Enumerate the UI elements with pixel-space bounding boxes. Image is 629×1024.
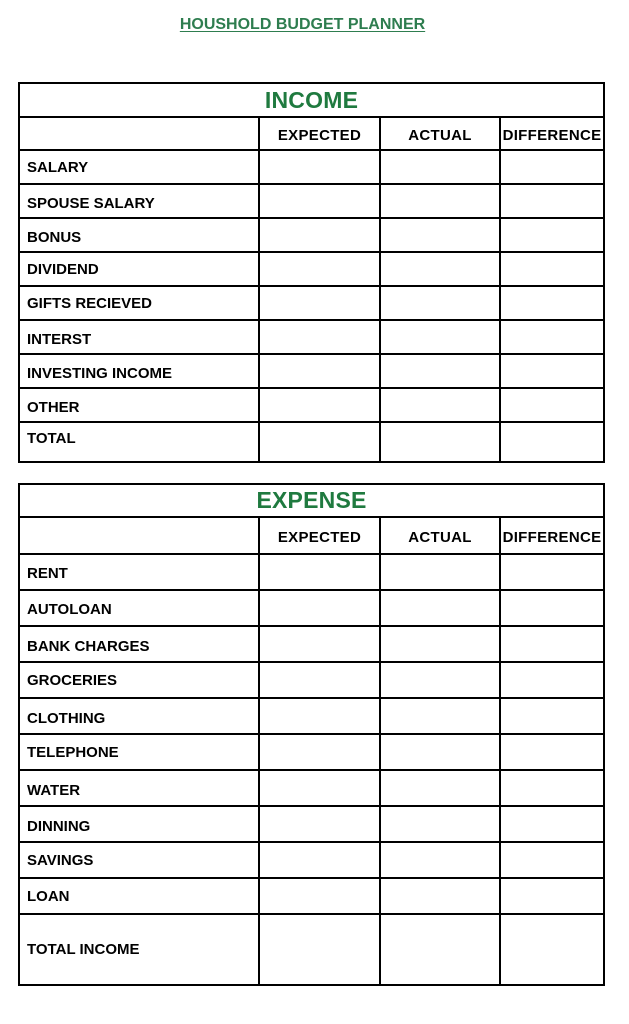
expense-difference-cell[interactable] (500, 806, 604, 842)
expense-expected-cell[interactable] (259, 554, 380, 590)
expense-row-label: LOAN (19, 878, 259, 914)
income-difference-cell[interactable] (500, 286, 604, 320)
page-title: HOUSHOLD BUDGET PLANNER (179, 16, 426, 33)
expense-actual-cell[interactable] (380, 914, 500, 985)
income-row-label: INTERST (19, 320, 259, 354)
income-expected-cell[interactable] (259, 150, 380, 184)
expense-difference-cell[interactable] (500, 626, 604, 662)
income-actual-cell[interactable] (380, 354, 500, 388)
income-expected-cell[interactable] (259, 354, 380, 388)
expense-difference-cell[interactable] (500, 734, 604, 770)
income-expected-cell[interactable] (259, 388, 380, 422)
expense-difference-cell[interactable] (500, 590, 604, 626)
expense-row-label: RENT (19, 554, 259, 590)
income-row-label: SALARY (19, 150, 259, 184)
income-difference-cell[interactable] (500, 320, 604, 354)
income-difference-cell[interactable] (500, 218, 604, 252)
expense-difference-cell[interactable] (500, 914, 604, 985)
expense-actual-cell[interactable] (380, 806, 500, 842)
expense-difference-cell[interactable] (500, 770, 604, 806)
income-actual-cell[interactable] (380, 150, 500, 184)
expense-col-expected: EXPECTED (259, 517, 380, 554)
expense-expected-cell[interactable] (259, 626, 380, 662)
expense-row-label: BANK CHARGES (19, 626, 259, 662)
expense-difference-cell[interactable] (500, 698, 604, 734)
income-difference-cell[interactable] (500, 184, 604, 218)
income-expected-cell[interactable] (259, 184, 380, 218)
expense-difference-cell[interactable] (500, 842, 604, 878)
expense-expected-cell[interactable] (259, 842, 380, 878)
income-actual-cell[interactable] (380, 184, 500, 218)
expense-expected-cell[interactable] (259, 698, 380, 734)
income-actual-cell[interactable] (380, 252, 500, 286)
income-col-difference: DIFFERENCE (500, 117, 604, 150)
expense-expected-cell[interactable] (259, 590, 380, 626)
income-row-label: INVESTING INCOME (19, 354, 259, 388)
income-row-label: SPOUSE SALARY (19, 184, 259, 218)
income-expected-cell[interactable] (259, 422, 380, 462)
expense-row-label: AUTOLOAN (19, 590, 259, 626)
income-col-actual: ACTUAL (380, 117, 500, 150)
income-difference-cell[interactable] (500, 422, 604, 462)
expense-expected-cell[interactable] (259, 878, 380, 914)
expense-row-label: GROCERIES (19, 662, 259, 698)
expense-row-label: TELEPHONE (19, 734, 259, 770)
expense-actual-cell[interactable] (380, 734, 500, 770)
income-row-label: TOTAL (19, 422, 259, 462)
expense-row-label: SAVINGS (19, 842, 259, 878)
expense-expected-cell[interactable] (259, 914, 380, 985)
expense-row-label: DINNING (19, 806, 259, 842)
income-header-blank (19, 117, 259, 150)
expense-section-title: EXPENSE (19, 484, 604, 517)
income-expected-cell[interactable] (259, 252, 380, 286)
income-row-label: OTHER (19, 388, 259, 422)
expense-actual-cell[interactable] (380, 662, 500, 698)
income-actual-cell[interactable] (380, 388, 500, 422)
income-actual-cell[interactable] (380, 422, 500, 462)
income-difference-cell[interactable] (500, 354, 604, 388)
expense-difference-cell[interactable] (500, 878, 604, 914)
income-difference-cell[interactable] (500, 388, 604, 422)
expense-row-label: TOTAL INCOME (19, 914, 259, 985)
income-actual-cell[interactable] (380, 286, 500, 320)
expense-actual-cell[interactable] (380, 842, 500, 878)
income-table (18, 82, 605, 463)
income-section-title: INCOME (19, 83, 604, 117)
expense-row-label: WATER (19, 770, 259, 806)
expense-actual-cell[interactable] (380, 590, 500, 626)
expense-expected-cell[interactable] (259, 734, 380, 770)
income-difference-cell[interactable] (500, 252, 604, 286)
income-expected-cell[interactable] (259, 218, 380, 252)
expense-difference-cell[interactable] (500, 554, 604, 590)
expense-expected-cell[interactable] (259, 770, 380, 806)
income-row-label: BONUS (19, 218, 259, 252)
expense-expected-cell[interactable] (259, 662, 380, 698)
income-actual-cell[interactable] (380, 218, 500, 252)
income-expected-cell[interactable] (259, 320, 380, 354)
expense-expected-cell[interactable] (259, 806, 380, 842)
expense-row-label: CLOTHING (19, 698, 259, 734)
expense-actual-cell[interactable] (380, 554, 500, 590)
income-row-label: GIFTS RECIEVED (19, 286, 259, 320)
expense-actual-cell[interactable] (380, 626, 500, 662)
expense-difference-cell[interactable] (500, 662, 604, 698)
income-col-expected: EXPECTED (259, 117, 380, 150)
expense-actual-cell[interactable] (380, 698, 500, 734)
income-difference-cell[interactable] (500, 150, 604, 184)
expense-header-blank (19, 517, 259, 554)
income-actual-cell[interactable] (380, 320, 500, 354)
expense-actual-cell[interactable] (380, 878, 500, 914)
income-expected-cell[interactable] (259, 286, 380, 320)
expense-col-actual: ACTUAL (380, 517, 500, 554)
expense-actual-cell[interactable] (380, 770, 500, 806)
expense-table (18, 483, 605, 986)
expense-col-difference: DIFFERENCE (500, 517, 604, 554)
income-row-label: DIVIDEND (19, 252, 259, 286)
